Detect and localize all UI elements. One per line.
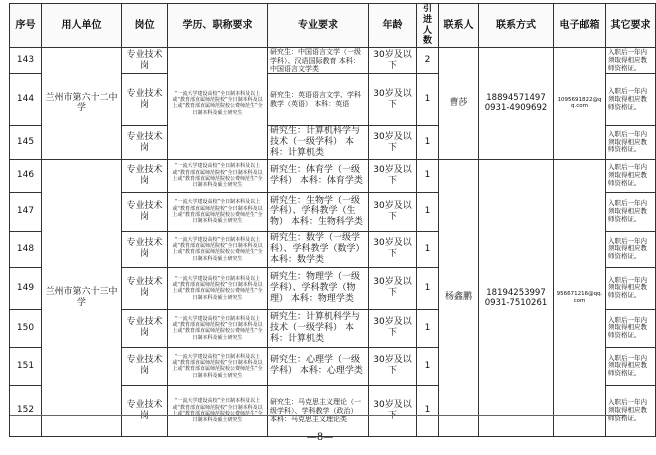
header-phone: 联系方式	[479, 4, 554, 48]
row-post: 专业技术岗	[122, 74, 168, 126]
row-seq: 143	[10, 48, 42, 74]
row-seq: 149	[10, 267, 42, 309]
row-post: 专业技术岗	[122, 126, 168, 159]
row-seq: 144	[10, 74, 42, 126]
row-seq: 145	[10, 126, 42, 159]
unit-cell: 兰州市第六十二中学	[42, 48, 122, 160]
row-post: 专业技术岗	[122, 267, 168, 309]
table-row	[10, 48, 656, 74]
recruitment-table	[9, 3, 656, 437]
unit-cell: 兰州市第六十三中学	[42, 159, 122, 436]
row-age: 30岁及以下	[369, 385, 417, 436]
table-row	[10, 159, 656, 192]
phone-cell	[479, 159, 554, 436]
row-seq: 148	[10, 231, 42, 267]
row-major: 研究生：生物学（一级学科）、学科教学（生物） 本科：生物科学类	[268, 192, 369, 231]
row-age: 30岁及以下	[369, 159, 417, 192]
row-major: 研究生：物理学（一级学科）、学科教学（物理） 本科：物理学类	[268, 267, 369, 309]
edu-cell: “一流大学建设高校”全日制本科及以上或“教育部直属师范院校”全日制本科及以上或“教育部直属师范院校公费师范生”全日制本科及硕士研究生	[168, 385, 268, 436]
row-age: 30岁及以下	[369, 267, 417, 309]
phone-cell	[479, 48, 554, 160]
header-edu: 学历、职称要求	[168, 4, 268, 48]
phone-mobile: 18194253997	[486, 287, 546, 298]
row-post: 专业技术岗	[122, 231, 168, 267]
row-major: 研究生：中国语言文学（一级学科）、汉语国际教育 本科：中国语言文学类	[268, 48, 369, 74]
row-count: 1	[417, 267, 439, 309]
edu-cell: “一流大学建设高校”全日制本科及以上或“教育部直属师范院校”全日制本科及以上或“教育部直属师范院校公费师范生”全日制本科及硕士研究生	[168, 267, 268, 309]
phone-landline: 0931-4909692	[484, 103, 548, 114]
recruitment-table-container	[9, 3, 651, 423]
row-other: 入职后一年内须取得相应教师资格证。	[606, 159, 656, 192]
header-age: 年龄	[369, 4, 417, 48]
header-count: 引进人数	[417, 4, 439, 48]
edu-cell: “一流大学建设高校”全日制本科及以上或“教育部直属师范院校”全日制本科及以上或“教育部直属师范院校公费师范生”全日制本科及硕士研究生	[168, 231, 268, 267]
row-other: 入职后一年内须取得相应教师资格证。	[606, 74, 656, 126]
row-major: 研究生：心理学（一级学科） 本科：心理学类	[268, 347, 369, 385]
edu-cell: “一流大学建设高校”全日制本科及以上或“教育部直属师范院校”全日制本科及以上或“教育部直属师范院校公费师范生”全日制本科及硕士研究生	[168, 347, 268, 385]
edu-cell: “一流大学建设高校”全日制本科及以上或“教育部直属师范院校”全日制本科及以上或“教育部直属师范院校公费师范生”全日制本科及硕士研究生	[168, 309, 268, 347]
row-other: 入职后一年内须取得相应教师资格证。	[606, 309, 656, 347]
contact-cell: 杨鑫鹏	[439, 159, 479, 436]
row-seq: 146	[10, 159, 42, 192]
row-other: 入职后一年内须取得相应教师资格证。	[606, 385, 656, 436]
row-post: 专业技术岗	[122, 309, 168, 347]
row-post: 专业技术岗	[122, 48, 168, 74]
row-major: 研究生：体育学（一级学科） 本科：体育学类	[268, 159, 369, 192]
footer-divider	[10, 415, 626, 416]
edu-cell: “一流大学建设高校”全日制本科及以上或“教育部直属师范院校”全日制本科及以上或“教育部直属师范院校公费师范生”全日制本科及硕士研究生	[168, 48, 268, 160]
phone-mobile: 18894571497	[486, 93, 546, 104]
row-seq: 150	[10, 309, 42, 347]
row-age: 30岁及以下	[369, 231, 417, 267]
phone-landline: 0931-7510261	[484, 297, 548, 308]
row-other: 入职后一年内须取得相应教师资格证。	[606, 126, 656, 159]
row-major: 研究生：数学（一级学科）、学科教学（数学） 本科：数学类	[268, 231, 369, 267]
row-seq: 152	[10, 385, 42, 436]
header-email: 电子邮箱	[554, 4, 606, 48]
row-age: 30岁及以下	[369, 347, 417, 385]
row-post: 专业技术岗	[122, 385, 168, 436]
row-major: 研究生：马克思主义理论（一级学科）、学科教学（政治） 本科：马克思主义理论类	[268, 385, 369, 436]
row-count: 1	[417, 159, 439, 192]
row-other: 入职后一年内须取得相应教师资格证。	[606, 267, 656, 309]
row-count: 1	[417, 126, 439, 159]
row-count: 1	[417, 192, 439, 231]
email-cell: 956671216@qq.com	[554, 159, 606, 436]
header-other: 其它要求	[606, 4, 656, 48]
row-age: 30岁及以下	[369, 192, 417, 231]
header-seq: 序号	[10, 4, 42, 48]
row-major: 研究生：计算机科学与技术（一级学科） 本科：计算机类	[268, 309, 369, 347]
row-post: 专业技术岗	[122, 347, 168, 385]
row-seq: 151	[10, 347, 42, 385]
row-count: 1	[417, 231, 439, 267]
row-post: 专业技术岗	[122, 159, 168, 192]
row-count: 2	[417, 48, 439, 74]
row-count: 1	[417, 385, 439, 436]
page-number: —8—	[306, 432, 334, 443]
email-cell: 1095691822@qq.com	[554, 48, 606, 160]
edu-cell: “一流大学建设高校”全日制本科及以上或“教育部直属师范院校”全日制本科及以上或“教育部直属师范院校公费师范生”全日制本科及硕士研究生	[168, 159, 268, 192]
header-unit: 用人单位	[42, 4, 122, 48]
row-post: 专业技术岗	[122, 192, 168, 231]
row-seq: 147	[10, 192, 42, 231]
row-age: 30岁及以下	[369, 126, 417, 159]
row-count: 1	[417, 347, 439, 385]
row-major: 研究生：英语语言文学、学科教学（英语） 本科：英语	[268, 74, 369, 126]
header-post: 岗位	[122, 4, 168, 48]
row-age: 30岁及以下	[369, 74, 417, 126]
row-other: 入职后一年内须取得相应教师资格证。	[606, 192, 656, 231]
row-other: 入职后一年内须取得相应教师资格证。	[606, 231, 656, 267]
row-age: 30岁及以下	[369, 309, 417, 347]
row-age: 30岁及以下	[369, 48, 417, 74]
header-contact: 联系人	[439, 4, 479, 48]
contact-cell: 曹莎	[439, 48, 479, 160]
row-major: 研究生：计算机科学与技术（一级学科） 本科：计算机类	[268, 126, 369, 159]
header-major: 专业要求	[268, 4, 369, 48]
row-count: 1	[417, 309, 439, 347]
row-other: 入职后一年内须取得相应教师资格证。	[606, 48, 656, 74]
edu-cell: “一流大学建设高校”全日制本科及以上或“教育部直属师范院校”全日制本科及以上或“教育部直属师范院校公费师范生”全日制本科及硕士研究生	[168, 192, 268, 231]
row-other: 入职后一年内须取得相应教师资格证。	[606, 347, 656, 385]
header-row	[10, 4, 656, 48]
row-count: 1	[417, 74, 439, 126]
